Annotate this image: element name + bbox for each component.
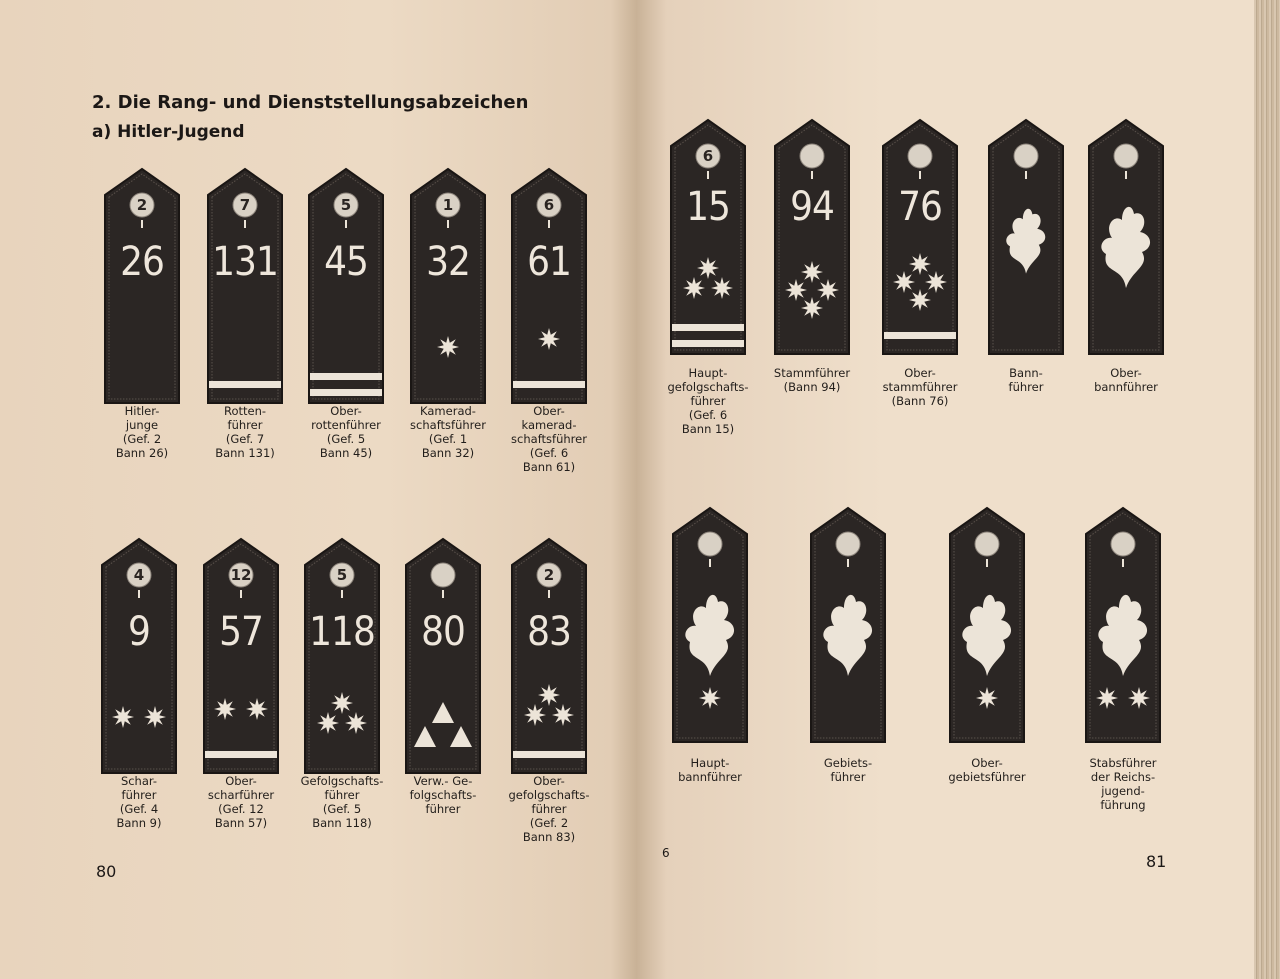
rank-stripe — [205, 751, 277, 758]
button-loop — [1025, 171, 1027, 179]
left-page — [0, 0, 636, 979]
shoulder-strap-graphic — [1083, 506, 1163, 744]
shoulder-strap — [880, 118, 960, 356]
button-number: 5 — [336, 566, 348, 584]
rank-star-icon — [437, 336, 459, 358]
button-loop — [240, 590, 242, 598]
shoulder-strap — [403, 537, 483, 775]
unit-number: 118 — [309, 609, 375, 655]
unit-number: 80 — [421, 609, 465, 655]
rank-star-icon — [909, 253, 931, 275]
shoulder-strap — [201, 537, 281, 775]
rank-caption: Kamerad- schaftsführer (Gef. 1 Bann 32) — [410, 404, 486, 460]
rank-caption: Ober- rottenführer (Gef. 5 Bann 45) — [311, 404, 381, 460]
unit-number: 131 — [212, 239, 278, 285]
button-number: 7 — [239, 196, 251, 214]
rank-star-icon — [214, 698, 236, 720]
button-icon — [1114, 144, 1138, 168]
rank-caption: Rotten- führer (Gef. 7 Bann 131) — [215, 404, 275, 460]
rank-stripe — [672, 340, 744, 347]
rank-caption: Verw.- Ge- folgschafts- führer — [409, 774, 477, 816]
rank-star-icon — [976, 687, 998, 709]
rank-caption: Hitler- junge (Gef. 2 Bann 26) — [115, 404, 169, 460]
button-number: 12 — [230, 566, 252, 584]
rank-star-icon — [711, 277, 733, 299]
rank-caption: Stabsführer der Reichs- jugend- führung — [1089, 756, 1157, 812]
shoulder-strap — [306, 167, 386, 405]
unit-number: 26 — [120, 239, 164, 285]
button-icon — [431, 563, 455, 587]
rank-star-icon — [144, 706, 166, 728]
shoulder-strap-graphic — [947, 506, 1027, 744]
shoulder-strap-graphic — [986, 118, 1066, 356]
shoulder-strap — [408, 167, 488, 405]
rank-star-icon — [697, 257, 719, 279]
rank-star-icon — [317, 712, 339, 734]
subsection-title: a) Hitler-Jugend — [92, 122, 245, 142]
shoulder-strap — [668, 118, 748, 356]
button-loop — [447, 220, 449, 228]
unit-number: 32 — [426, 239, 470, 285]
shoulder-strap — [102, 167, 182, 405]
button-loop — [1122, 559, 1124, 567]
button-icon — [975, 532, 999, 556]
button-loop — [707, 171, 709, 179]
shoulder-strap — [509, 167, 589, 405]
shoulder-strap-graphic — [403, 537, 483, 775]
button-loop — [141, 220, 143, 228]
rank-caption: Ober- stammführer (Bann 76) — [882, 366, 958, 408]
button-loop — [244, 220, 246, 228]
button-loop — [138, 590, 140, 598]
shoulder-strap — [670, 506, 750, 744]
shoulder-strap — [99, 537, 179, 775]
button-number: 5 — [340, 196, 352, 214]
button-icon — [1014, 144, 1038, 168]
shoulder-strap — [302, 537, 382, 775]
rank-caption: Schar- führer (Gef. 4 Bann 9) — [116, 774, 162, 830]
rank-star-icon — [699, 687, 721, 709]
rank-star-icon — [1096, 687, 1118, 709]
rank-star-icon — [112, 706, 134, 728]
unit-number: 61 — [527, 239, 571, 285]
rank-caption: Ober- kamerad- schaftsführer (Gef. 6 Bann 61) — [511, 404, 587, 474]
button-icon — [1111, 532, 1135, 556]
rank-stripe — [513, 751, 585, 758]
button-icon — [698, 532, 722, 556]
button-loop — [345, 220, 347, 228]
button-loop — [919, 171, 921, 179]
button-loop — [548, 220, 550, 228]
shoulder-strap-graphic — [1086, 118, 1166, 356]
rank-star-icon — [524, 704, 546, 726]
button-loop — [442, 590, 444, 598]
rank-star-icon — [801, 297, 823, 319]
unit-number: 94 — [790, 184, 834, 230]
rank-star-icon — [785, 279, 807, 301]
rank-caption: Ober- gefolgschafts- führer (Gef. 2 Bann 83) — [508, 774, 590, 844]
rank-stripe — [884, 332, 956, 339]
button-loop — [709, 559, 711, 567]
rank-caption: Haupt- bannführer — [678, 756, 742, 784]
button-number: 2 — [543, 566, 555, 584]
rank-star-icon — [1128, 687, 1150, 709]
rank-star-icon — [683, 277, 705, 299]
shoulder-strap — [1086, 118, 1166, 356]
unit-number: 15 — [686, 184, 730, 230]
rank-star-icon — [817, 279, 839, 301]
shoulder-strap-graphic — [670, 506, 750, 744]
unit-number: 76 — [898, 184, 942, 230]
unit-number: 9 — [128, 609, 150, 655]
rank-stripe — [513, 381, 585, 388]
section-title: 2. Die Rang- und Dienststellungsabzeichen — [92, 92, 529, 113]
button-icon — [836, 532, 860, 556]
button-number: 1 — [442, 196, 454, 214]
rank-caption: Gebiets- führer — [823, 756, 873, 784]
shoulder-strap — [772, 118, 852, 356]
rank-caption: Stammführer (Bann 94) — [773, 366, 851, 394]
button-loop — [1125, 171, 1127, 179]
rank-caption: Gefolgschafts- führer (Gef. 5 Bann 118) — [300, 774, 384, 830]
button-number: 6 — [543, 196, 555, 214]
rank-caption: Bann- führer — [1008, 366, 1044, 394]
button-number: 2 — [136, 196, 148, 214]
rank-star-icon — [925, 271, 947, 293]
rank-stripe — [310, 373, 382, 380]
button-loop — [341, 590, 343, 598]
button-number: 4 — [133, 566, 145, 584]
unit-number: 57 — [219, 609, 263, 655]
rank-caption: Ober- scharführer (Gef. 12 Bann 57) — [207, 774, 275, 830]
page-number-right: 81 — [1146, 852, 1167, 871]
rank-star-icon — [801, 261, 823, 283]
rank-star-icon — [552, 704, 574, 726]
page-edge — [1254, 0, 1280, 979]
rank-caption: Ober- gebietsführer — [948, 756, 1026, 784]
shoulder-strap-graphic — [772, 118, 852, 356]
rank-star-icon — [538, 328, 560, 350]
shoulder-strap — [509, 537, 589, 775]
rank-stripe — [672, 324, 744, 331]
rank-stripe — [209, 381, 281, 388]
button-loop — [548, 590, 550, 598]
shoulder-strap — [986, 118, 1066, 356]
rank-star-icon — [909, 289, 931, 311]
rank-stripe — [310, 389, 382, 396]
button-number: 6 — [702, 147, 714, 165]
button-loop — [986, 559, 988, 567]
shoulder-strap — [808, 506, 888, 744]
shoulder-strap — [947, 506, 1027, 744]
signature-mark: 6 — [662, 846, 670, 860]
shoulder-strap — [1083, 506, 1163, 744]
rank-star-icon — [331, 692, 353, 714]
rank-caption: Ober- bannführer — [1094, 366, 1158, 394]
button-icon — [800, 144, 824, 168]
shoulder-strap-graphic — [808, 506, 888, 744]
unit-number: 45 — [324, 239, 368, 285]
rank-caption: Haupt- gefolgschafts- führer (Gef. 6 Bann 15) — [667, 366, 749, 436]
rank-star-icon — [893, 271, 915, 293]
button-loop — [811, 171, 813, 179]
button-loop — [847, 559, 849, 567]
page-number-left: 80 — [96, 862, 117, 881]
rank-star-icon — [345, 712, 367, 734]
right-page — [636, 0, 1254, 979]
rank-star-icon — [538, 684, 560, 706]
shoulder-strap-graphic — [880, 118, 960, 356]
rank-star-icon — [246, 698, 268, 720]
button-icon — [908, 144, 932, 168]
unit-number: 83 — [527, 609, 571, 655]
shoulder-strap — [205, 167, 285, 405]
